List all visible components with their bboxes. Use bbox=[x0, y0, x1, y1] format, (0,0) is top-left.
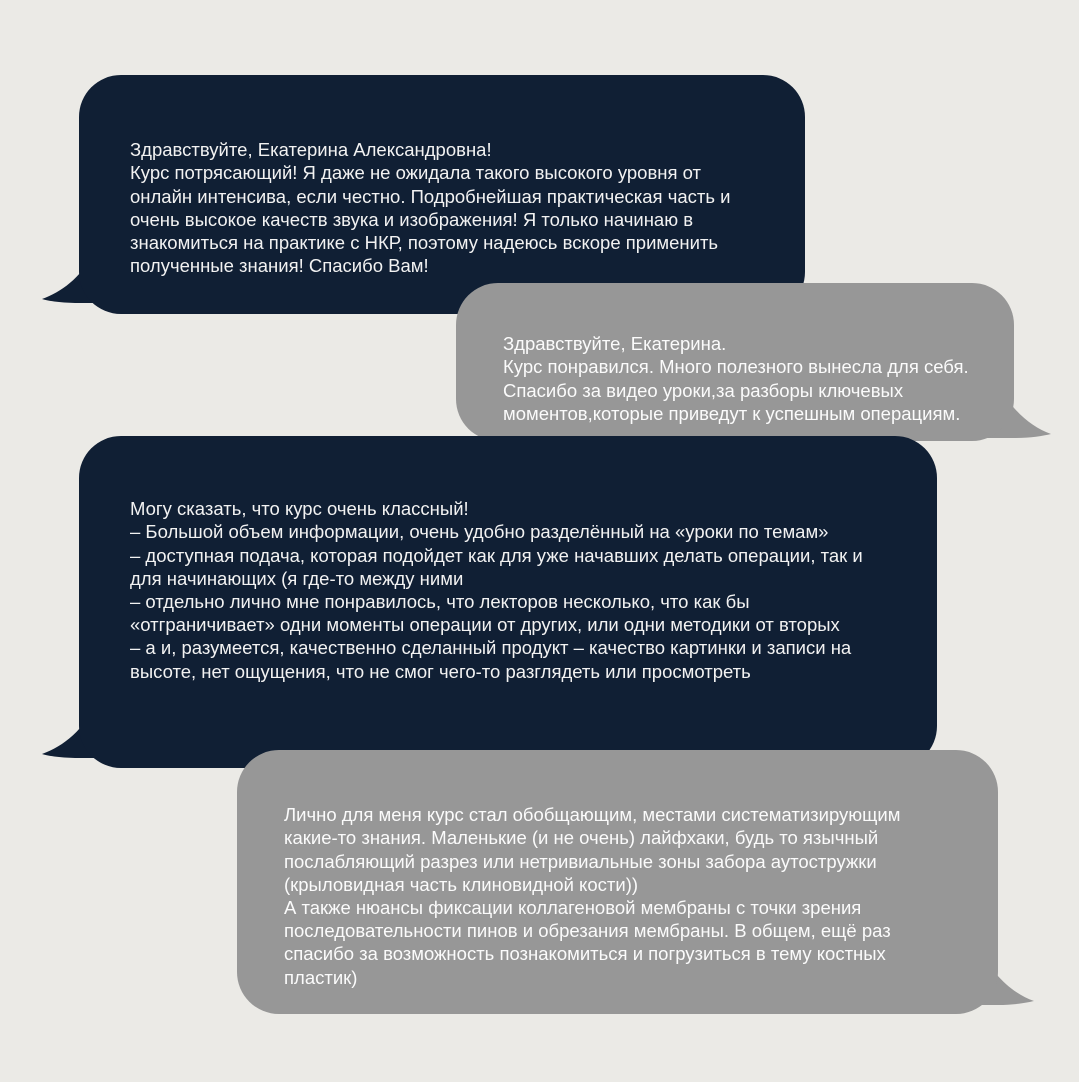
message-bubble bbox=[237, 750, 998, 1014]
message-text: Лично для меня курс стал обобщающим, местами систематизирующим какие-то знания. Маленькие (и не очень) лайфхаки, будь то язычный послабляющий разрез или нетривиальные зоны забора аутостружки (крыловидная часть клиновидной кости)) А также нюансы фиксации коллагеновой мембраны с точки зрения последовательности пинов и обрезания мембраны. В общем, ещё раз спасибо за возможность познакомиться и погрузиться в тему костных пластик) bbox=[284, 804, 901, 988]
message-bubble bbox=[79, 75, 805, 314]
message-text: Здравствуйте, Екатерина. Курс понравился. Много полезного вынесла для себя. Спасибо за видео уроки,за разборы ключевых моментов,которые приведут к успешным операциям. bbox=[503, 333, 969, 424]
message-text: Могу сказать, что курс очень классный! – Большой объем информации, очень удобно разделённый на «уроки по темам» – доступная подача, которая подойдет как для уже начавших делать операции, так и для начинающих (я где-то между ними – отдельно лично мне понравилось, что лекторов несколько, что как бы «отграничивает» одни моменты операции от других, или одни методики от вторых – а и, разумеется, качественно сделанный продукт – качество картинки и записи на высоте, нет ощущения, что не смог чего-то разглядеть или просмотреть bbox=[130, 498, 863, 682]
message-bubble bbox=[79, 436, 937, 768]
message-bubble bbox=[456, 283, 1014, 441]
message-text: Здравствуйте, Екатерина Александровна! Курс потрясающий! Я даже не ожидала такого высокого уровня от онлайн интенсива, если честно. Подробнейшая практическая часть и очень высокое качеств звука и изображения! Я только начинаю в знакомиться на практике с НКР, поэтому надеюсь вскоре применить полученные знания! Спасибо Вам! bbox=[130, 139, 731, 277]
